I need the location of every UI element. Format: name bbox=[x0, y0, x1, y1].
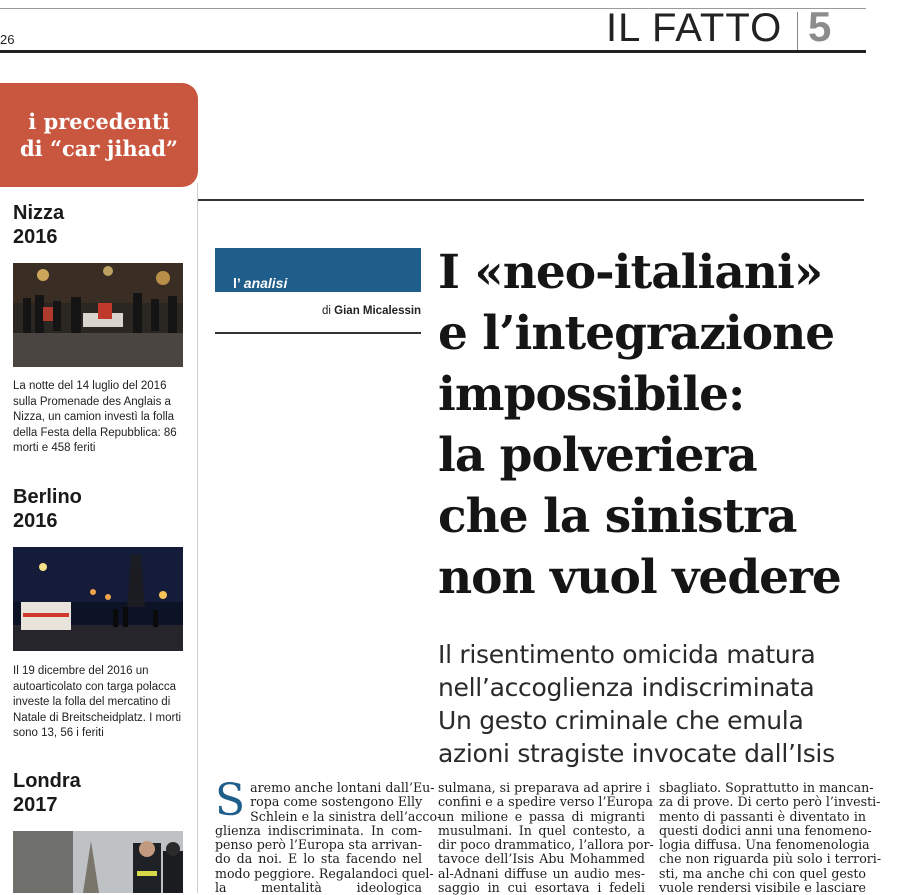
byline bbox=[322, 305, 421, 317]
standfirst-line: Il risentimento omicida matura bbox=[438, 640, 816, 669]
body-line: za di prove. Di certo però l’investi- bbox=[659, 794, 881, 810]
drop-cap: S bbox=[215, 775, 246, 826]
city-name: Berlino bbox=[13, 486, 82, 508]
sidebar-badge bbox=[0, 83, 198, 187]
body-line: sbagliato. Soprattutto in mancan- bbox=[659, 780, 874, 795]
body-line: saggio in cui esortava i fedeli bbox=[438, 880, 645, 895]
city-heading-nizza bbox=[13, 201, 64, 249]
kicker-apostrophe: l’ bbox=[233, 275, 241, 291]
body-column-2 bbox=[438, 780, 654, 895]
byline-author: Gian Micalessin bbox=[334, 305, 422, 317]
body-line: al-Adnani diffuse un audio mes- bbox=[438, 865, 645, 881]
sidebar-precedents bbox=[0, 53, 198, 893]
byline-rule bbox=[215, 332, 421, 334]
standfirst bbox=[438, 638, 878, 770]
standfirst-line: Un gesto criminale che emula bbox=[438, 706, 804, 735]
body-line: vuole rendersi visibile e lasciare bbox=[659, 880, 866, 895]
body-line: aremo anche lontani dall’Eu- bbox=[250, 780, 435, 795]
police-westminster-photo bbox=[13, 831, 183, 893]
city-year: 2016 bbox=[13, 510, 58, 532]
body-line: questi dodici anni una fenomeno- bbox=[659, 822, 872, 838]
city-name: Londra bbox=[13, 770, 81, 792]
badge-line-2: di “car jihad” bbox=[19, 136, 179, 161]
byline-prefix: di bbox=[322, 305, 331, 317]
photo-caption: La notte del 14 luglio del 2016 sulla Promenade des Anglais a Nizza, un camion investì la folla della Festa della Repubblica: 86 morti e 458 feriti bbox=[13, 380, 177, 454]
body-line: Schlein e la sinistra dell’acco- bbox=[250, 808, 442, 824]
body-line: modo peggiore. Regalandoci quel- bbox=[215, 865, 434, 881]
body-line: sti, ma anche chi con quel gesto bbox=[659, 865, 866, 881]
page-number: 5 bbox=[808, 3, 832, 50]
body-line: do da noi. E lo sta facendo nel bbox=[215, 851, 422, 867]
body-line: musulmani. In quel contesto, a bbox=[438, 822, 645, 838]
truck-attack-photo bbox=[13, 263, 183, 367]
headline-line: e l’integrazione bbox=[438, 306, 835, 361]
kicker-label: analisi bbox=[243, 275, 288, 291]
analysis-kicker bbox=[215, 248, 421, 292]
city-heading-berlino bbox=[13, 485, 82, 533]
christmas-market-photo bbox=[13, 547, 183, 651]
body-line: penso però l’Europa sta arrivan- bbox=[215, 837, 422, 853]
body-line: un milione e passa di migranti bbox=[438, 808, 645, 824]
headline-line: I «neo-italiani» bbox=[438, 245, 823, 300]
headline-line: non vuol vedere bbox=[438, 550, 841, 605]
city-name: Nizza bbox=[13, 202, 65, 224]
body-line: sulmana, si preparava ad aprire i bbox=[438, 780, 651, 795]
body-line: logia diffusa. Una fenomenologia bbox=[659, 837, 870, 853]
headline-line: impossibile: bbox=[438, 367, 745, 422]
body-line: mento di passanti è diventato in bbox=[659, 808, 866, 824]
standfirst-line: nell’accoglienza indiscriminata bbox=[438, 673, 815, 702]
body-line: glienza indiscriminata. In com- bbox=[215, 822, 422, 838]
body-line: la mentalità ideologica bbox=[215, 880, 422, 895]
headline-line: la polveriera bbox=[438, 428, 757, 483]
body-line: che non riguarda più solo i terrori- bbox=[659, 851, 882, 867]
photo-caption: Il 19 dicembre del 2016 un autoarticolato con targa polacca investe la folla del mercatino di Natale di Breitscheidplatz. I morti sono 13, 56 i feriti bbox=[13, 665, 182, 739]
header-separator bbox=[797, 12, 798, 50]
body-column-1 bbox=[215, 775, 442, 895]
section-title: IL FATTO bbox=[606, 6, 783, 50]
body-line: confini e a spedire verso l’Europa bbox=[438, 794, 653, 810]
headline bbox=[438, 242, 878, 608]
city-heading-londra bbox=[13, 769, 81, 817]
body-column-3 bbox=[659, 780, 882, 895]
left-page-number: 26 bbox=[0, 32, 15, 47]
city-year: 2016 bbox=[13, 226, 58, 248]
body-line: dir poco drammatico, l’allora por- bbox=[438, 837, 654, 853]
city-year: 2017 bbox=[13, 794, 58, 816]
body-line: tavoce dell’Isis Abu Mohammed bbox=[438, 851, 645, 867]
article-rule bbox=[198, 199, 864, 201]
body-line: ropa come sostengono Elly bbox=[250, 794, 423, 810]
standfirst-line: azioni stragiste invocate dall’Isis bbox=[438, 739, 835, 768]
badge-line-1: i precedenti bbox=[28, 109, 170, 134]
headline-line: che la sinistra bbox=[438, 489, 797, 544]
